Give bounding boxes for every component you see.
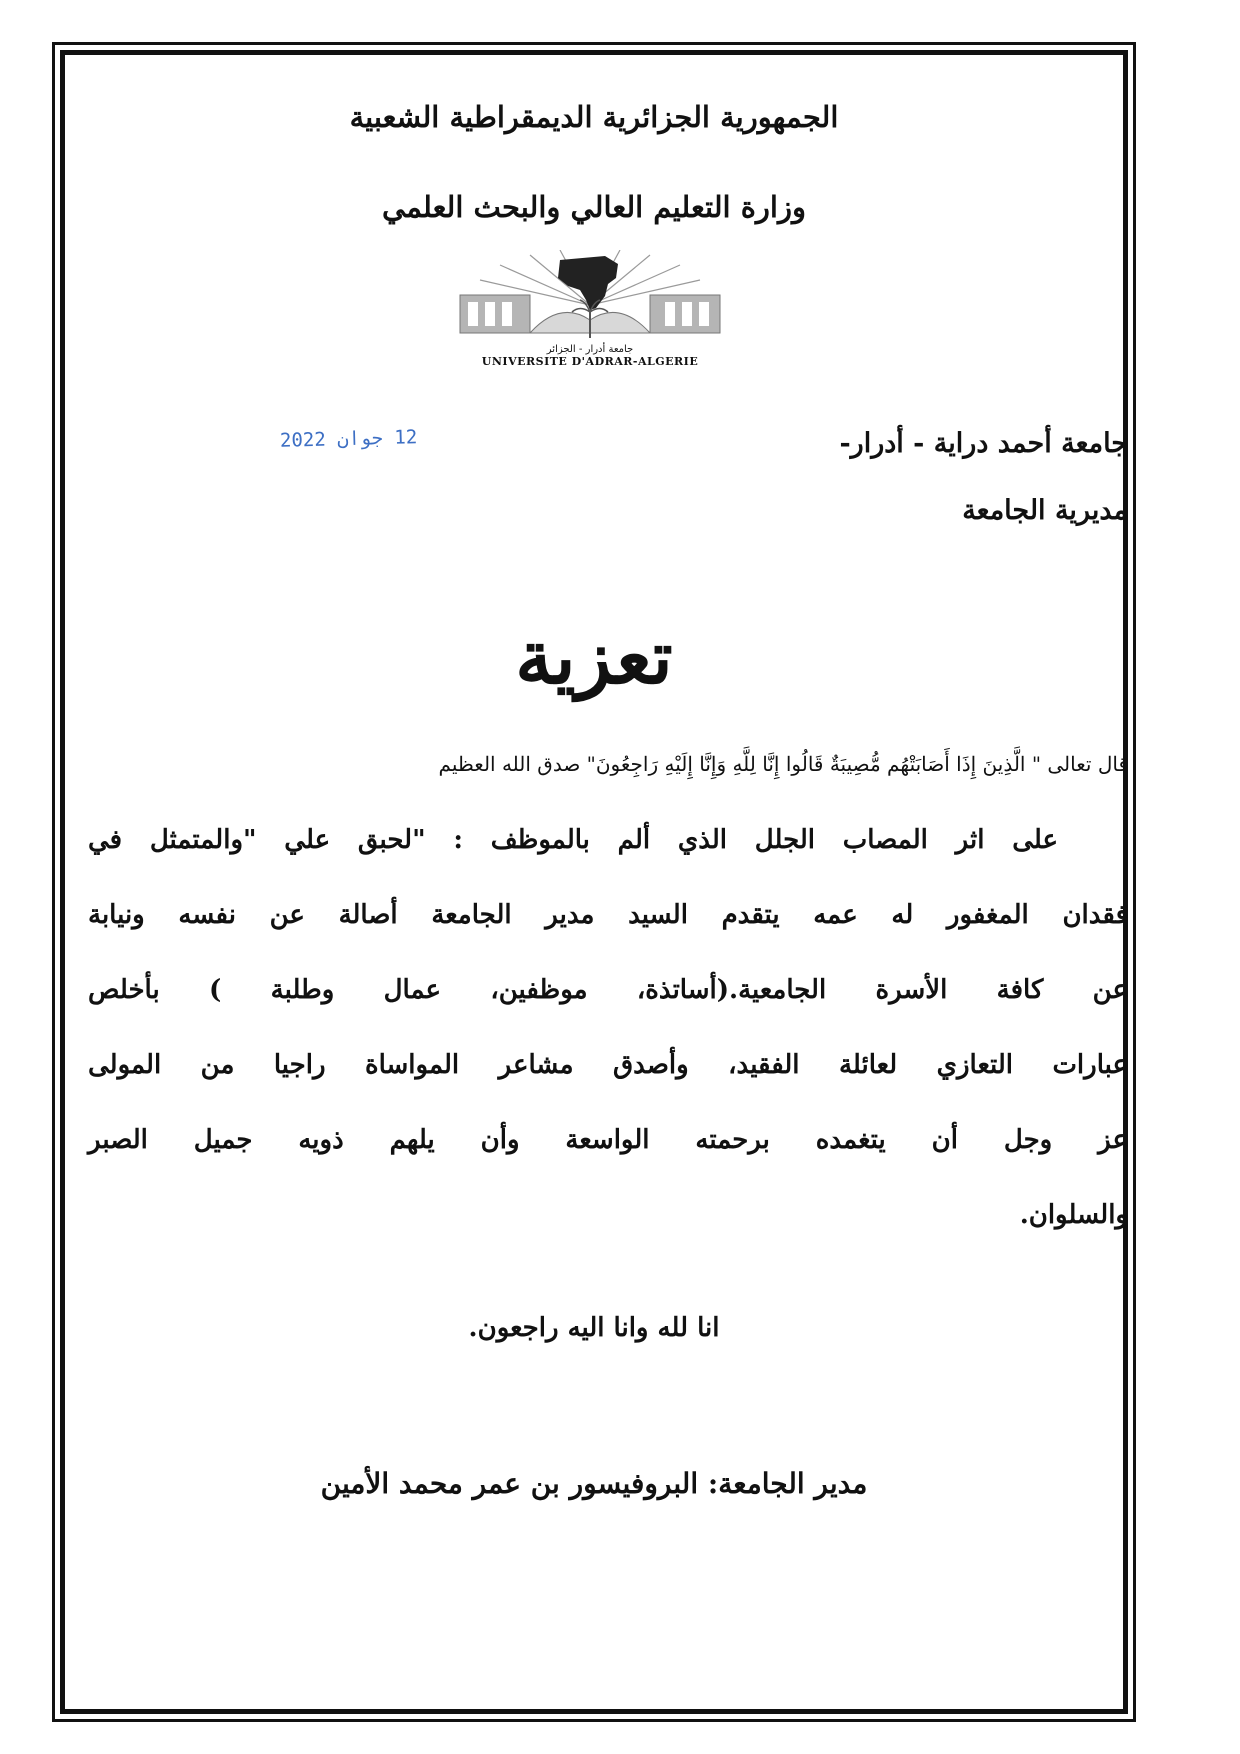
body-line: عز وجل أن يتغمده برحمته الواسعة وأن يلهم ذويه جميل الصبر <box>88 1125 1128 1155</box>
directorate-name: مديرية الجامعة <box>962 495 1128 526</box>
body-line: والسلوان. <box>1019 1200 1128 1230</box>
body-line: فقدان المغفور له عمه يتقدم السيد مدير الجامعة أصالة عن نفسه ونيابة <box>88 900 1128 930</box>
condolence-body <box>88 810 1128 1260</box>
date-stamp: 12 جوان 2022 <box>279 426 418 452</box>
republic-header: الجمهورية الجزائرية الديمقراطية الشعبية <box>349 100 839 134</box>
body-line: عبارات التعازي لعائلة الفقيد، وأصدق مشاعر المواساة راجيا من المولى <box>88 1050 1128 1080</box>
quran-verse <box>128 752 1128 776</box>
document-title: تعزية <box>515 615 673 701</box>
logo-caption-arabic: جامعة أدرار - الجزائر <box>546 344 634 355</box>
verse-text: قال تعالى " الَّذِينَ إِذَا أَصَابَتْهُم مُّصِيبَةٌ قَالُوا إِنَّا لِلَّهِ وَإِنَّا إِلَيْهِ رَاجِعُونَ" صدق الله العظيم <box>438 752 1128 776</box>
logo-caption-french: UNIVERSITE D'ADRAR-ALGERIE <box>481 355 699 368</box>
body-line: على اثر المصاب الجلل الذي ألم بالموظف : "لحبق علي "والمتمثل في <box>88 825 1058 855</box>
closing-phrase: انا لله وانا اليه راجعون. <box>468 1313 720 1343</box>
director-signature: مدير الجامعة: البروفيسور بن عمر محمد الأمين <box>320 1467 868 1500</box>
body-line: عن كافة الأسرة الجامعية.(أساتذة، موظفين، عمال وطلبة ) بأخلص <box>88 975 1128 1005</box>
university-name: جامعة أحمد دراية - أدرار- <box>839 428 1128 459</box>
ministry-header: وزارة التعليم العالي والبحث العلمي <box>382 190 806 224</box>
